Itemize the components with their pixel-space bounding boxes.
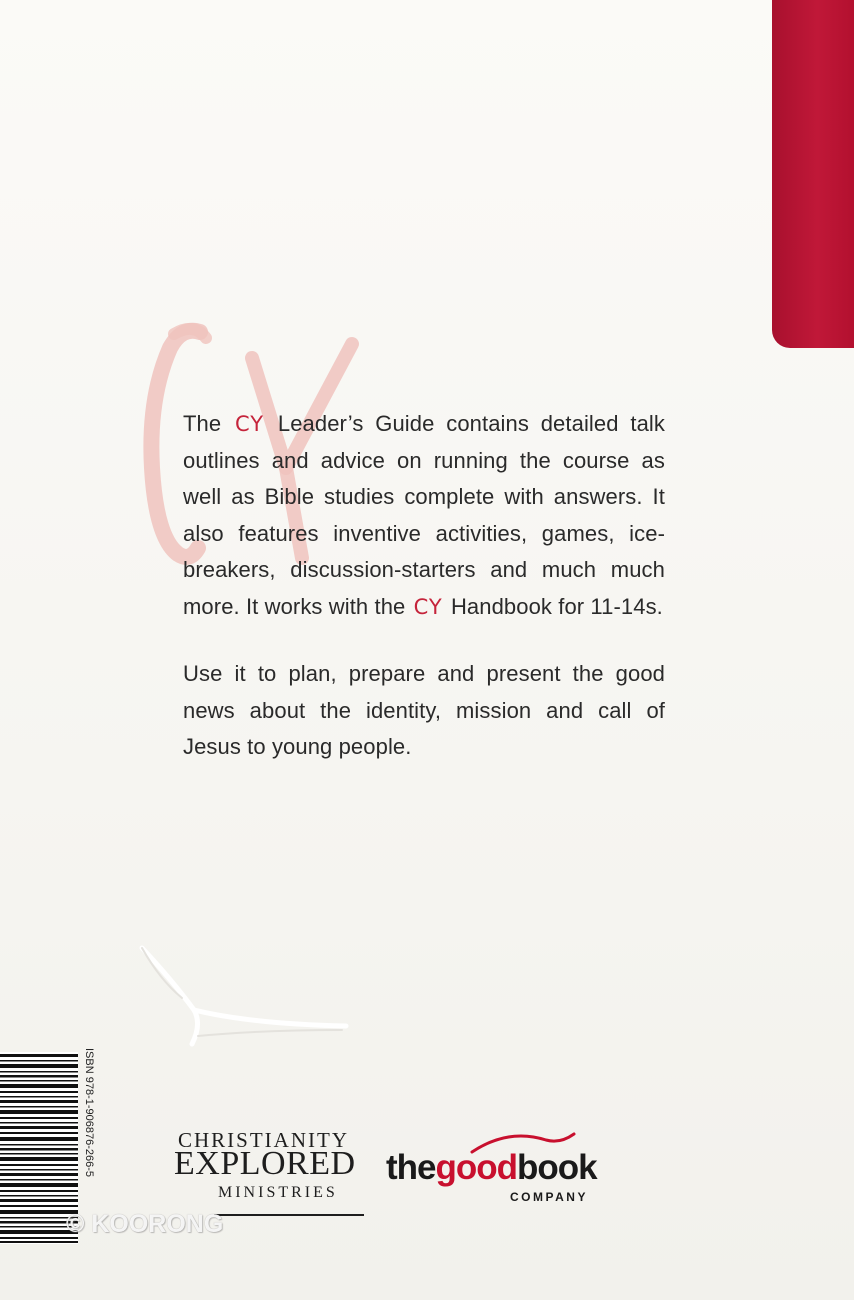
logo-line-christianity: CHRISTIANITY xyxy=(178,1128,349,1152)
description-paragraph-1 xyxy=(183,406,665,625)
logo-word-good: good xyxy=(435,1148,518,1187)
cy-inline-mark: CY xyxy=(234,412,265,436)
blurb-text-2: Leader’s Guide contains detailed talk outlines and advice on running the course as well as Bible studies complete with answers. It also features inventive activities, games, ice-breakers, discussion-starters and much much more. It works with the xyxy=(183,411,665,619)
description-paragraph-2: Use it to plan, prepare and present the good news about the identity, mission and call of Jesus to young people. xyxy=(183,661,665,759)
logo-line-ministries: MINISTRIES xyxy=(218,1184,338,1201)
logo-word-the: the xyxy=(386,1148,436,1187)
watermark: © KOORONG xyxy=(66,1210,224,1238)
isbn-number: ISBN 978-1-906876-266-5 xyxy=(83,1048,95,1178)
cy-inline-mark: CY xyxy=(413,594,443,619)
blurb-text-3: Handbook for 11-14s. xyxy=(450,593,663,619)
dove-outline-icon xyxy=(132,940,362,1060)
description-text xyxy=(183,406,665,766)
logo-word-book: book xyxy=(517,1148,597,1187)
logo-wordmark xyxy=(386,1148,597,1188)
the-good-book-company-logo xyxy=(384,1130,614,1210)
logo-line-explored: EXPLORED xyxy=(174,1145,356,1182)
blurb-text-1: The xyxy=(183,411,222,436)
logo-underline xyxy=(214,1214,364,1216)
logo-word-company: COMPANY xyxy=(510,1190,588,1204)
red-spine-tab xyxy=(772,0,854,348)
